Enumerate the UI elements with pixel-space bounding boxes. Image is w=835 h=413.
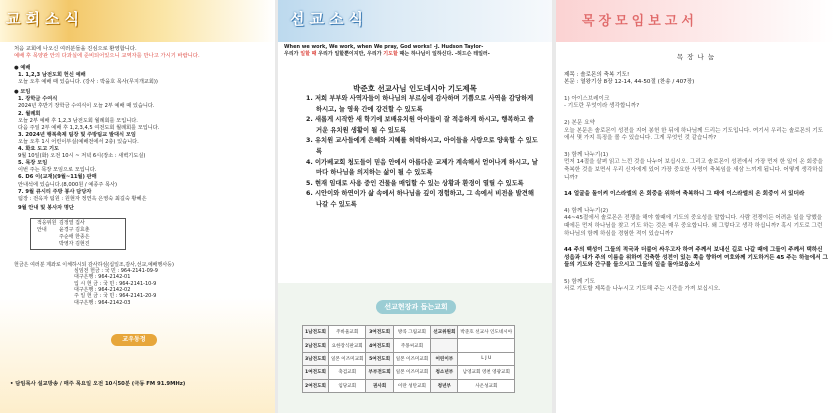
account-line: 대구은행 : 964-2142-03: [74, 299, 131, 306]
sharing-heading: 목 장 나 눔: [676, 53, 716, 61]
list-item: 9월 안내 및 봉사자 명단: [18, 204, 74, 211]
list-item: 오늘 오후 1시 어린이부실(예배전에서 2층) 있습니다.: [18, 138, 139, 145]
offering-heading: 헌금은 여러분 계좌로 이체하시되 감사하심(십일조,감사,선교,예배행사등): [14, 261, 174, 268]
table-row: 1여전도회 축검교회 부부전도회 일본 이즈미교회 청소년부 남영교회 영천 영광교회: [303, 366, 515, 379]
question-text: 44~45절에서 솔로몬은 전쟁을 해야 할때에 기도의 중요성을 말합니다. 사람 전쟁이든 어려운 일을 당했을 때에든 먼저 하나님을 찾고 기도 하는 것은 매우 중요합니다. 왜 그렇다고 생각 하십니까? 혹시 기도로 그런 하나님의 함께 하심을 경험한 적이 있습니까?: [564, 215, 823, 237]
staff-row: 주순애 한종은: [59, 233, 90, 240]
list-item: 다음 주일 2부 예배 후 1,2,3,4,5 여전도회 월례회를 모입니다.: [18, 124, 160, 131]
table-row: 2여전도회 임당교회 권사회 이란 성탄교회 청년부 사온성교회: [303, 379, 515, 392]
cell-report-panel: [556, 0, 835, 413]
account-line: 대구은행 : 964-2142-02: [74, 287, 131, 294]
account-line: 심임전 헌금 : 국 민 : 964-2141-09-9: [74, 268, 158, 275]
offering-accounts: [14, 262, 269, 306]
question-heading: 3) 함께 나누기(1): [564, 151, 609, 158]
news-list: [14, 65, 269, 212]
prayer-list: [306, 94, 538, 211]
list-item: 1. 1,2,3 남전도회 헌신 예배: [18, 72, 86, 79]
mission-news-header: [278, 0, 552, 42]
prayer-item: 6. 시안이와 하연이가 삶 속에서 하나님을 깊이 경험하고, 그 속에서 비전을 발견해 나갈 수 있도록: [306, 190, 534, 208]
question-heading: 1) 아이스브레이크: [564, 95, 610, 102]
cell-report-title: 목장모임보고서: [582, 14, 698, 29]
staff-row: 박영자 김현진: [59, 240, 90, 247]
sermon-title: 제목 : 솔로몬의 축복 기도!: [564, 71, 630, 78]
worship-heading: ● 예배: [14, 65, 31, 71]
list-item: 5. 목장 모임: [18, 160, 48, 167]
staff-row: 안내 윤경구 김효춘: [37, 226, 90, 233]
list-item: 오늘 2부 예배 후 1,2,3 남전도회 월례회를 모입니다.: [18, 117, 138, 124]
mission-news-panel: [278, 0, 552, 413]
question-text: 서로 기도할 제목을 나누시고 기도해 주는 시간을 가져 보십시오.: [564, 286, 721, 293]
prayer-item: 5. 현재 임대로 사용 중인 건물을 매입할 수 있는 상황과 환경이 열릴 수 있도록: [306, 179, 524, 187]
table-row: 3남전도회 일본 이즈미교회 5여전도회 일본 이즈미교회 어린이부 L J U: [303, 352, 515, 365]
question-heading: 5) 함께 기도: [564, 278, 595, 285]
hudson-taylor-quote: When we work, We work, when We pray, God works! -J. Hudson Taylor- 우리가 일할 때 우리가 일할뿐이지만, 우리가 기도할 때는 하나님이 일하신다. -허드슨 테일러-: [284, 44, 490, 57]
prayer-item: 4. 이가베교회 청도들이 믿음 안에서 아름다운 교제가 계속해서 얻어나게 하시고, 날마다 하나님을 의지하는 삶이 될 수 있도록: [306, 158, 538, 177]
mission-news-title: 선교소식: [290, 10, 368, 28]
list-item: 오늘 오후 예배 때 있습니다. (강사 : 박을호 목사(무지개교회)): [18, 79, 158, 86]
list-item: 2024년 후반기 장학금 수여식이 오늘 2부 예배 때 있습니다.: [18, 103, 155, 110]
prayer-item: 3. 유치원 교사들에게 은혜와 지혜를 허락하시고, 아이들을 사랑으로 양육할 수 있도록: [306, 137, 538, 155]
broadcast-note: • 담임목사 설교방송 / 매주 목요일 오전 10시50분 (극동 FM 91.9MHz): [10, 381, 186, 387]
question-text: - 기도란 무엇이라 생각합니까?: [564, 103, 640, 110]
question-heading: 4) 함께 나누기(2): [564, 207, 609, 214]
account-line: 대구은행 : 964-2142-01: [74, 274, 131, 281]
cell-report-header: [556, 0, 835, 42]
scripture-verse: 14 얼굴을 돌이켜 이스라엘의 온 회중을 위하여 축복하니 그 때에 이스라엘의 온 회중이 서 있더라: [564, 191, 805, 198]
list-item: 이번 주는 목장 모임으로 모입니다.: [18, 167, 97, 174]
question-heading: 2) 본문 요약: [564, 119, 595, 126]
prayer-item: 1. 저희 부부와 사역자들이 하나님의 부르심에 감사하며 기쁨으로 사역을 감당하게 하시고, 늘 영육 간에 강건할 수 있도록: [306, 95, 534, 113]
church-news-body: [14, 46, 269, 306]
list-item: 팀장 : 전옥자 팀원 : 원현자 정연옥 은영숙 최길숙 황혜은: [18, 195, 147, 202]
list-item: 9월 10일(화) 오전 10시 ~ 저녁 6시(장소 : 새벽기도실): [18, 153, 146, 160]
scripture-verse: 44 주의 백성이 그들의 적국과 더불어 싸우고자 하여 주께서 보내신 길로 나갈 때에 그들이 주께서 택하신 성읍과 내가 주의 이름을 위하여 건축한 성전이 있는 쪽을 향하여 여호와께 기도하거든 45 주는 하늘에서 그들의 기도와 간구를 들으시고 그들의 일을 돌아보옵소서: [564, 247, 828, 269]
list-item: 7. 9월 큐시티 주방 봉사 담당자: [18, 188, 92, 195]
church-news-header: [0, 0, 275, 42]
list-item: 안내석에 있습니다.(8,000원 / 예종주 목사): [18, 181, 118, 188]
church-news-panel: [0, 0, 275, 413]
cell-report-body: [564, 54, 828, 294]
question-text: 먼저 14절을 살펴 읽고 느낀 것을 나누어 보십시오. 그리고 솔로몬이 성전에서 가장 먼저 한 일이 온 회중을 축복한 것을 보면서 우리 신자에게 있어 가장 중요한 사명이 축복임을 새삼 느끼게 됩니다. 어떻게 생각하십니까?: [564, 159, 824, 181]
table-row: 1남전도회 주바울교회 3여전도회 방콕 그림교회 선교위원회 박준호 선교사 인도네시아: [303, 326, 515, 339]
mission-support-table: [302, 325, 515, 393]
member-news-badge: 교우동정: [111, 334, 157, 346]
welcome-line-2: 예배 후 목양관 안의 다과실에 준비되어있으니 교역자를 만나고 가시기 바랍니다.: [14, 53, 200, 59]
list-item: 1. 장학금 수여식: [18, 96, 58, 103]
church-news-title: 교회소식: [6, 10, 84, 28]
meeting-heading: ● 모임: [14, 89, 31, 96]
sermon-passage: 본문 : 열왕기상 8장 12-14, 44-50절 (찬송 / 407장): [564, 79, 695, 86]
prayer-title: 박준호 선교사님 인도네시아 기도제목: [353, 84, 477, 93]
mission-support-title: 선교현장과 돕는교회: [376, 300, 456, 314]
volunteer-box: [30, 218, 126, 250]
welcome-line: 처음 교회에 나오신 여러분들을 진심으로 환영합니다.: [14, 46, 137, 52]
staff-row: 적응위원 김정열 집사: [37, 219, 85, 226]
account-line: 입 시 헌 금 : 국 민 : 964-2141-10-9: [74, 280, 157, 287]
prayer-item: 2. 새롭게 시작한 새 학기에 보배유치원 아이들이 잘 적응하게 하시고, 행복하고 즐거운 유치원 생활이 될 수 있도록: [306, 116, 534, 134]
list-item: 2. 월례회: [18, 110, 41, 117]
list-item: 4. 화요 도고 기도: [18, 146, 60, 153]
list-item: 3. 2024년 행복축제 팀장 및 주방팀교 발대식 모임: [18, 131, 136, 138]
account-line: 주 일 헌 금 : 국 민 : 964-2141-20-9: [74, 293, 157, 300]
question-text: 오늘 본문은 솔로몬이 성전을 지어 봉헌 한 뒤에 하나님께 드리는 기도입니다. 여기서 우리는 솔로몬의 기도에서 몇 가지 특징을 볼 수 있습니다. 그게 무엇인 것 같습니까?: [564, 127, 824, 142]
list-item: 6. D6 이(교재)(9월~11월) 판매: [18, 174, 97, 181]
table-row: 2남전도회 요한장식판교회 4여전도회 주몽씨교회: [303, 339, 515, 352]
